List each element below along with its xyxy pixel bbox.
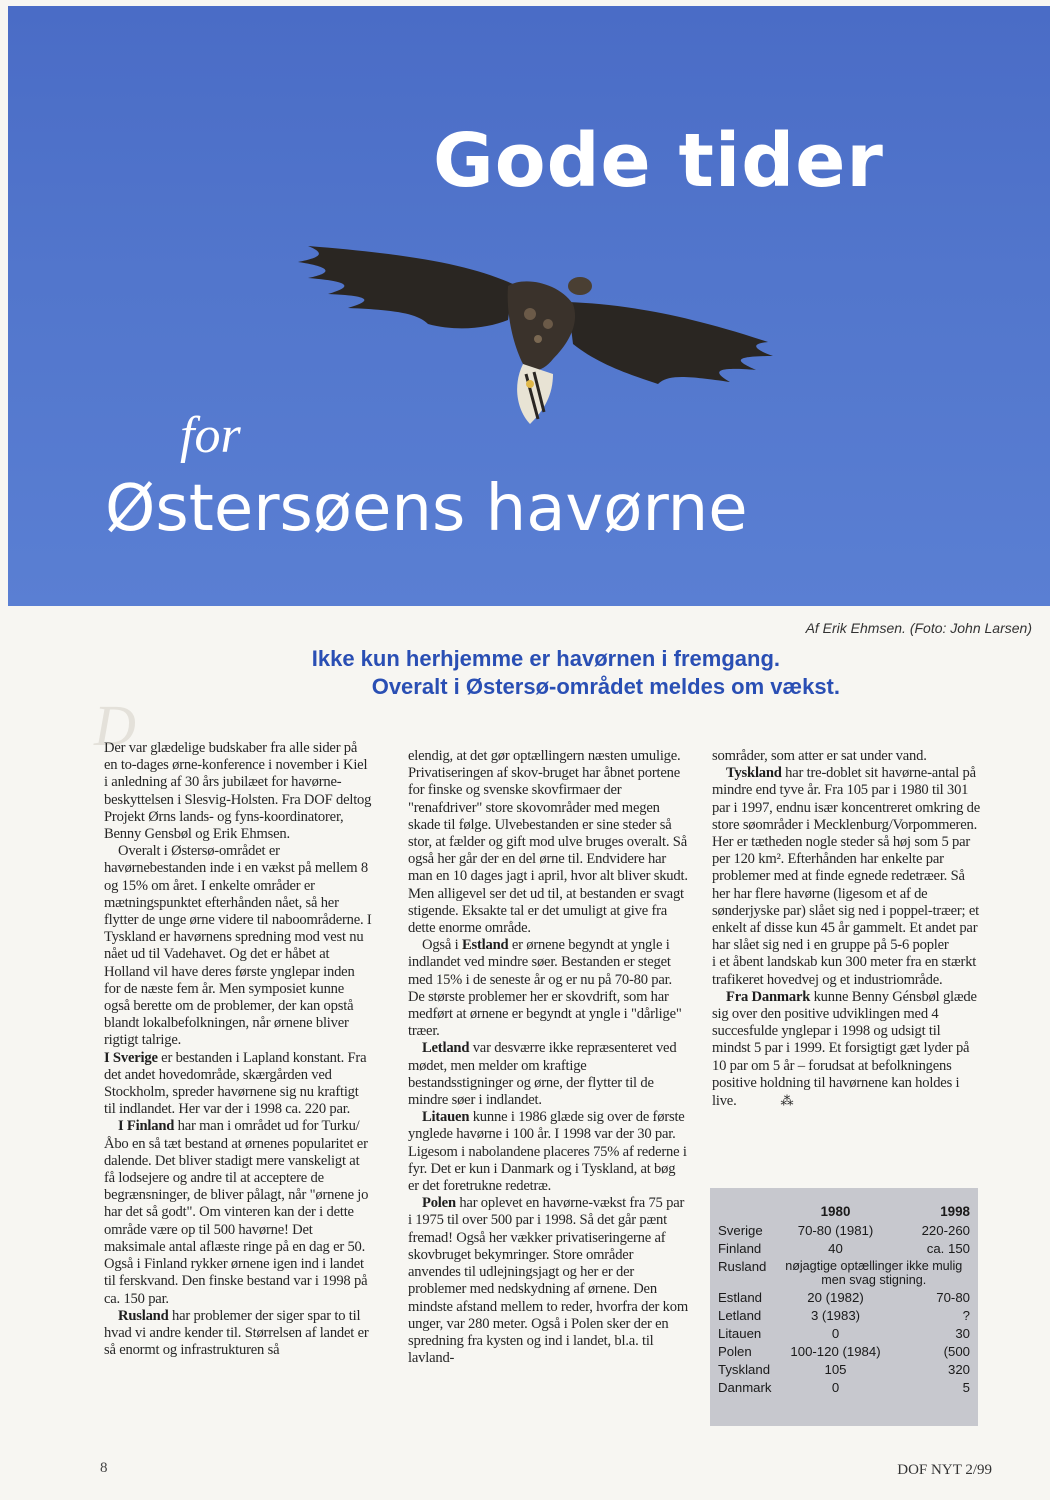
table-row: Tyskland 105 320	[718, 1361, 970, 1377]
col1-paragraph-finland: I Finland har man i området ud for Turku/Åbo en så tæt bestand at ørnenes popularitet er dalende. Det bliver stadigt mere vanskeligt at få lodsejere og andre til at acceptere de begrænsninger, de bliver pålagt, når "ørnene jo har det så godt". Om vinteren kan der i dette område være op til 500 havørne! Det maksimale antal aflæste ringe på en dag er 50. Også i Finland rykker ørnene igen ind i landet til ferskvand. Den finske bestand var i 1998 på ca. 150 par.	[104, 1118, 369, 1307]
col3-paragraph-tyskland: Tyskland har tre-doblet sit havørne-antal på mindre end tyve år. Fra 105 par i 1980 til 301 par i 1997, endnu især koncentreret omkring de store søområder i Mecklenburg/Vorpommeren. Her er tætheden nogle steder så høj som 5 par per 120 km². Efterhånden har enkelte par problemer med at finde egnede redetræer. Så her har flere havørne (ligesom et af de sønderjyske par) slået sig ned i poppel-træer; et enkelt af disse kun 45 år gammelt. Et andet par har slået sig ned i en gruppe på 5-6 popler	[712, 765, 981, 954]
table-row: Litauen 0 30	[718, 1325, 970, 1341]
headline-line1: Gode tider	[433, 118, 884, 204]
population-table-grid	[716, 1202, 974, 1396]
country-finland: I Finland	[118, 1118, 175, 1135]
col2-paragraph-letland: Letland var desværre ikke repræsenteret ved mødet, men melder om kraftige bestandsstigninger og ørne, der flytter til de mindre søer i indlandet.	[408, 1040, 677, 1109]
eagle-photo	[268, 224, 788, 444]
table-row-rusland: Rusland nøjagtige optællinger ikke mulig men svag stigning.	[716, 1257, 974, 1288]
country-tyskland: Tyskland	[726, 765, 782, 782]
country-letland: Letland	[422, 1040, 470, 1057]
end-mark-icon: ⁂	[780, 1093, 794, 1109]
country-polen: Polen	[422, 1195, 456, 1212]
table-row: Finland 40 ca. 150	[718, 1240, 970, 1256]
col1-paragraph-sverige: I Sverige er bestanden i Lapland konstant. Fra det andet hovedområde, skærgården ved Stockholm, spreder havørnene sig nu kraftigt til indlandet. Her var der i 1998 ca. 220 par.	[104, 1049, 367, 1118]
table-row: Sverige 70-80 (1981) 220-260	[718, 1222, 970, 1238]
country-sverige: I Sverige	[104, 1049, 158, 1066]
table-row: Estland 20 (1982) 70-80	[718, 1289, 970, 1305]
col3-paragraph: i et åbent landskab kun 300 meter fra en stærkt trafikeret hovedvej og et industriområde.	[712, 954, 977, 988]
column-2	[408, 748, 688, 1367]
table-row: Polen 100-120 (1984) (500	[718, 1343, 970, 1359]
country-estland: Estland	[461, 937, 509, 954]
journal-issue: DOF NYT 2/99	[897, 1462, 992, 1478]
byline-credit: Af Erik Ehmsen. (Foto: John Larsen)	[805, 620, 1032, 636]
table-header-1980: 1980	[820, 1204, 851, 1219]
col1-paragraph: Overalt i Østersø-området er havørnebestanden inde i en vækst på mellem 8 og 15% om året. I enkelte områder er mætningspunktet efterhånden nået, så her flytter de unge ørne videre til naboområderne. I Tyskland er havørnens spredning mod vest nu nået ud til Vadehavet. Og det er håbet at Holland vil have deres første ynglepar inden for de næste fem år. Men symposiet kunne også berette om de problemer, der kan opstå blandt lokalbefolkningen, når ørnene bliver rigtigt talrige.	[104, 843, 372, 1049]
hero-photo-banner	[8, 6, 1050, 606]
headline-for: for	[180, 407, 241, 464]
country-danmark: Fra Danmark	[726, 988, 811, 1005]
table-header-1998: 1998	[940, 1204, 970, 1219]
column-3	[712, 748, 982, 1110]
lead-line1: Ikke kun herhjemme er havørnen i fremgang.	[311, 646, 780, 671]
headline-line2: Østersøens havørne	[105, 472, 748, 546]
col1-paragraph: Der var glædelige budskaber fra alle sider på en to-dages ørne-konference i november i Kiel i anledning af 30 års jubilæet for havørne-beskyttelsen i Slesvig-Holsten. Fra DOF deltog Projekt Ørns lands- og fyns-koordinatorer, Benny Gensbøl og Erik Ehmsen.	[104, 740, 372, 843]
col2-paragraph-polen: Polen har oplevet en havørne-vækst fra 75 par i 1975 til over 500 par i 1998. Så det går pænt fremad! Også her vækker privatiseringerne af skovbruget bekymringer. Store områder anvendes til udlejningsjagt og her er der problemer med nedskydning af ørnene. Den mindste afstand mellem to reder, hvorfra der kom unger, var 280 meter. Også i Polen sker der en spredning fra kysten og ind i landet, bl.a. til lavland-	[408, 1195, 688, 1367]
country-litauen: Litauen	[422, 1109, 470, 1126]
country-rusland: Rusland	[118, 1307, 169, 1324]
table-header-row	[716, 1202, 974, 1221]
lead-line2: Overalt i Østersø-området meldes om vækst.	[371, 674, 840, 699]
population-table	[710, 1188, 978, 1426]
col1-paragraph-rusland: Rusland har problemer der siger spar to til hvad vi andre kender til. Størrelsen af landet er så enormt og infrastrukturen så	[104, 1307, 369, 1359]
col3-paragraph-danmark: Fra Danmark kunne Benny Génsbøl glæde sig over den positive udviklingen med 4 succesfulde ynglepar i 1998 og udsigt til mindst 5 par i 1999. Et forsigtigt gæt lyder på 10 par om 5 år – forudsat at befolkningens positive holdning til havørnene kan holdes i live. ⁂	[712, 988, 977, 1110]
drop-cap: D	[94, 693, 136, 758]
col2-paragraph-litauen: Litauen kunne i 1986 glæde sig over de første ynglede havørne i 100 år. I 1998 var der 30 par. Ligesom i nabolandene placeres 75% af rederne i fyr. Det er kun i Danmark og i Tyskland, at bøg er det foretrukne redetræ.	[408, 1109, 687, 1195]
table-row: Letland 3 (1983) ?	[718, 1307, 970, 1323]
column-1	[104, 740, 372, 1359]
table-row: Danmark 0 5	[718, 1379, 970, 1395]
col3-paragraph: sområder, som atter er sat under vand.	[712, 748, 927, 764]
col2-paragraph: elendig, at det gør optællingern næsten umulige. Privatiseringen af skov-bruget har åbnet portene for finske og svenske skovfirmaer der "renafdriver" store skovområder med megen skade til følge. Ulvebestanden er sine steder så stor, at fælder og gift mod ulve bruges overalt. Så også her går der en del ørne til. Endvidere har man en 10 dages jagt i april, hvor alt bliver skudt. Men alligevel ser det ud til, at bestanden er svagt stigende. Eksakte tal er det umuligt at give fra dette enorme område.	[408, 748, 688, 937]
page-number: 8	[100, 1460, 108, 1476]
rusland-note: nøjagtige optællinger ikke mulig men svag stigning.	[785, 1258, 963, 1287]
col2-paragraph-estland: Også i Estland er ørnene begyndt at yngle i indlandet ved mindre søer. Bestanden er steget med 15% i de seneste år og er nu på 70-80 par. De største problemer her er skovdrift, som har medført at ørnene er begyndt at yngle i "dårlige" træer.	[408, 937, 682, 1040]
table-header	[716, 1202, 774, 1221]
lead-paragraph	[200, 645, 840, 701]
